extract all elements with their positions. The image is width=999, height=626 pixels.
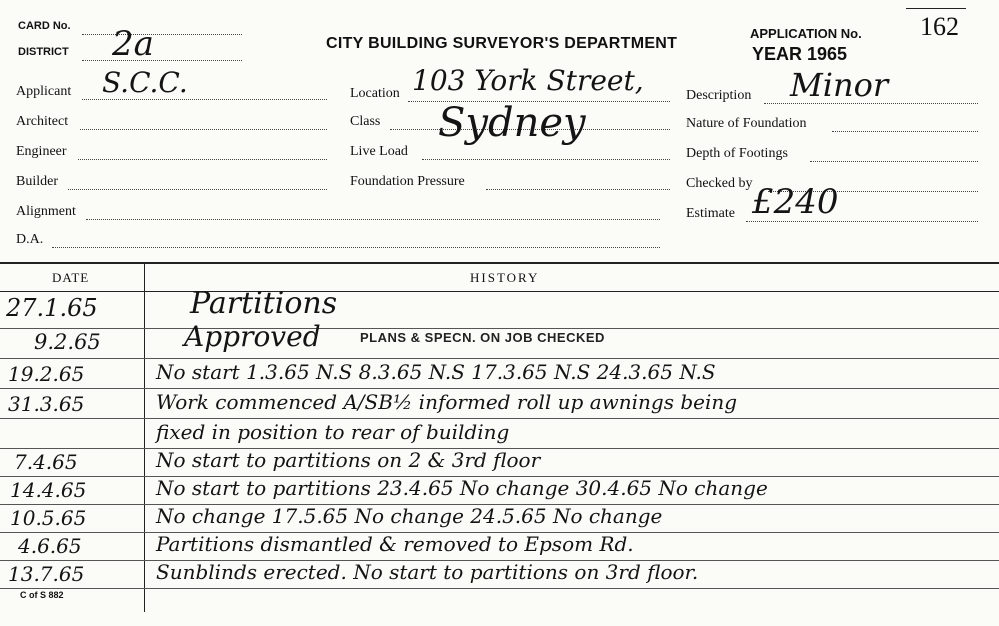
alignment-line — [86, 219, 660, 220]
history-entry: Work commenced A/SB½ informed roll up awnings being — [156, 390, 738, 414]
estimate-label: Estimate — [686, 206, 735, 221]
description-value: Minor — [790, 66, 889, 104]
history-date: 14.4.65 — [10, 478, 87, 502]
history-entry: No start to partitions 23.4.65 No change 30.4.65 No change — [156, 476, 768, 500]
class-label: Class — [350, 114, 381, 129]
history-entry: Approved — [184, 320, 321, 353]
applicant-line — [82, 99, 327, 100]
history-entry: No change 17.5.65 No change 24.5.65 No change — [156, 504, 663, 528]
location-label: Location — [350, 86, 400, 101]
history-date: 4.6.65 — [18, 534, 82, 558]
depth-of-footings-label: Depth of Footings — [686, 146, 788, 161]
live-load-line — [422, 159, 670, 160]
date-column-header: DATE — [52, 270, 90, 285]
header-bottom-rule — [0, 291, 999, 292]
history-entry: No start 1.3.65 N.S 8.3.65 N.S 17.3.65 N.S 24.3.65 N.S — [156, 360, 716, 384]
district-line — [82, 60, 242, 61]
form-code: C of S 882 — [20, 590, 64, 600]
history-date: 19.2.65 — [8, 362, 85, 386]
architect-label: Architect — [16, 114, 69, 129]
history-entry: Partitions dismantled & removed to Epsom Rd. — [156, 532, 634, 556]
builder-label: Builder — [16, 174, 58, 189]
district-value: 2a — [112, 24, 154, 64]
architect-line — [80, 129, 327, 130]
history-date: 27.1.65 — [6, 294, 98, 322]
card-no-line — [82, 34, 242, 35]
history-date: 10.5.65 — [10, 506, 87, 530]
location-value-street: 103 York Street, — [412, 64, 644, 97]
builder-line — [68, 189, 327, 190]
history-date: 13.7.65 — [8, 562, 85, 586]
history-row-rule — [0, 418, 999, 419]
da-line — [52, 247, 660, 248]
history-entry: fixed in position to rear of building — [156, 420, 510, 444]
foundation-pressure-label: Foundation Pressure — [350, 174, 465, 189]
history-entry: Sunblinds erected. No start to partitions on 3rd floor. — [156, 560, 699, 584]
department-title: CITY BUILDING SURVEYOR'S DEPARTMENT — [326, 35, 678, 52]
history-row-rule — [0, 358, 999, 359]
history-row-rule — [0, 328, 999, 329]
nature-of-foundation-label: Nature of Foundation — [686, 116, 807, 131]
application-number: 162 — [920, 12, 959, 41]
history-top-rule — [0, 262, 999, 264]
estimate-value: £240 — [752, 182, 839, 222]
district-label: DISTRICT — [18, 46, 69, 58]
description-label: Description — [686, 88, 752, 103]
engineer-label: Engineer — [16, 144, 67, 159]
location-value-city: Sydney — [438, 100, 586, 146]
da-label: D.A. — [16, 232, 44, 247]
history-column-header: HISTORY — [470, 270, 540, 285]
history-date: 9.2.65 — [34, 330, 101, 354]
plans-checked-stamp: PLANS & SPECN. ON JOB CHECKED — [360, 330, 605, 345]
year-label: YEAR 1965 — [752, 44, 848, 64]
application-label: APPLICATION No. — [750, 26, 862, 41]
history-entry: Partitions — [190, 286, 338, 321]
application-overline — [906, 8, 966, 9]
checked-by-label: Checked by — [686, 176, 753, 191]
alignment-label: Alignment — [16, 204, 76, 219]
history-entry: No start to partitions on 2 & 3rd floor — [156, 448, 541, 472]
nature-of-foundation-line — [832, 131, 978, 132]
engineer-line — [78, 159, 327, 160]
depth-of-footings-line — [810, 161, 978, 162]
applicant-label: Applicant — [16, 84, 72, 99]
live-load-label: Live Load — [350, 144, 408, 159]
history-date: 7.4.65 — [14, 450, 78, 474]
history-date: 31.3.65 — [8, 392, 85, 416]
history-row-rule — [0, 588, 999, 589]
card-no-label: CARD No. — [18, 20, 71, 32]
foundation-pressure-line — [486, 189, 670, 190]
history-row-rule — [0, 388, 999, 389]
applicant-value: S.C.C. — [102, 66, 188, 99]
